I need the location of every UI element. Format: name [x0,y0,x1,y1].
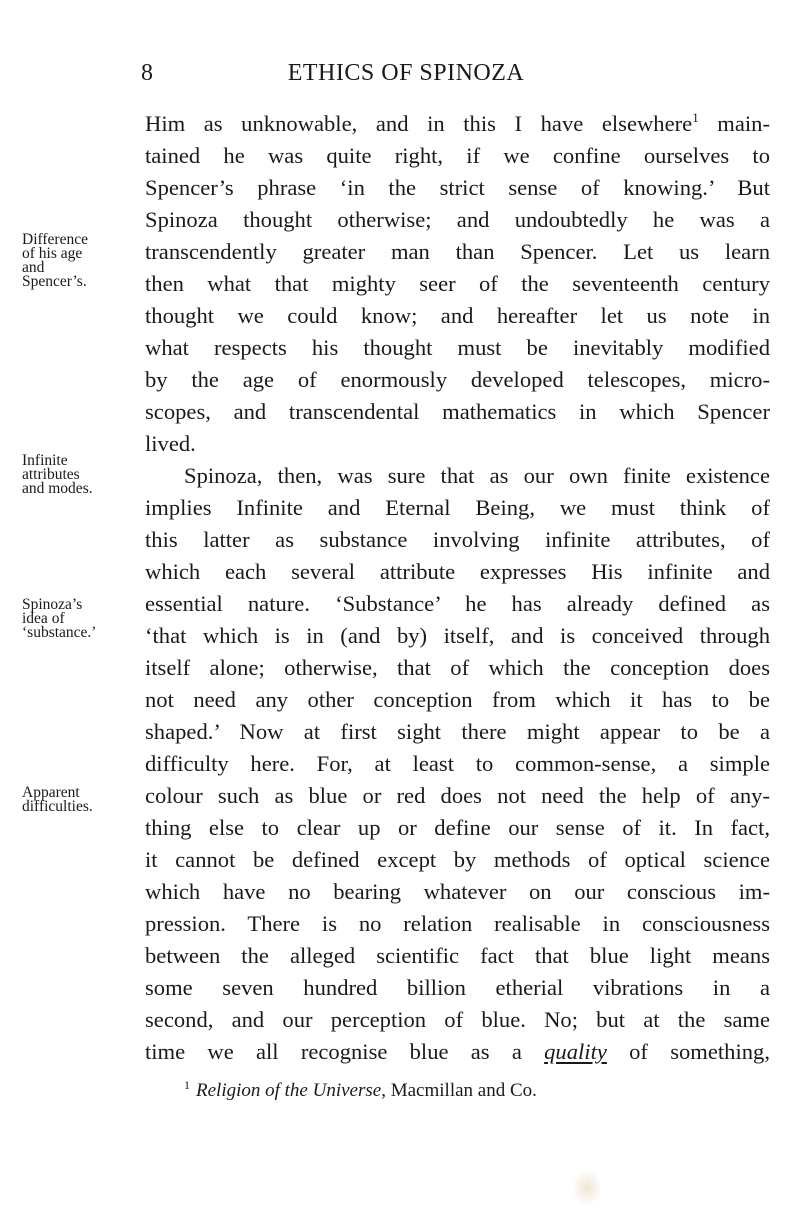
margin-note-apparent-difficulties [22,786,132,814]
body-line: which have no bearing whatever on our conscious im- [145,879,770,904]
page-number: 8 [141,60,153,86]
body-line: lived. [145,431,196,456]
margin-note-line: Spencer’s. [22,273,87,290]
body-line: pression. There is no relation realisable in consciousness [145,911,770,936]
body-line: between the alleged scientific fact that blue light means [145,943,770,968]
emphasis-text: quality [544,1039,607,1064]
margin-note-substance [22,598,132,640]
margin-note-infinite-attributes [22,454,132,496]
body-line [145,1036,770,1068]
paper-stain [572,1170,602,1206]
footnote-marker: 1 [184,1078,190,1092]
margin-note-line: and modes. [22,480,93,497]
body-line: colour such as blue or red does not need the help of any- [145,783,770,808]
body-line: itself alone; otherwise, that of which the conception does [145,655,770,680]
margin-note-line: Infinite [22,452,68,469]
margin-note-difference [22,233,132,289]
footnote-text: , Macmillan and Co. [381,1080,537,1101]
body-text: Him as unknowable, and in this I have elsewhere [145,111,693,136]
body-line: thought we could know; and hereafter let us note in [145,303,770,328]
margin-note-line: idea of [22,610,65,627]
body-line: then what that mighty seer of the seventeenth century [145,271,770,296]
body-line: difficulty here. For, at least to common-sense, a simple [145,751,770,776]
body-line: scopes, and transcendental mathematics in which Spencer [145,399,770,424]
margin-note-line: Apparent [22,784,80,801]
body-line: which each several attribute expresses His infinite and [145,559,770,584]
footnote-ref: 1 [692,110,699,125]
body-line: implies Infinite and Eternal Being, we must think of [145,495,770,520]
margin-note-line: Difference [22,231,88,248]
margin-note-line: Spinoza’s [22,596,83,613]
body-line: it cannot be defined except by methods of optical science [145,847,770,872]
body-line: transcendently greater man than Spencer. Let us learn [145,239,770,264]
footnote-title: Religion of the Universe [196,1080,382,1101]
body-line: shaped.’ Now at first sight there might appear to be a [145,719,770,744]
body-line: this latter as substance involving infinite attributes, of [145,527,770,552]
body-line: essential nature. ‘Substance’ he has already defined as [145,591,770,616]
page-header [0,60,800,96]
body-line [145,108,770,140]
body-line: ‘that which is in (and by) itself, and is conceived through [145,623,770,648]
body-line: Spencer’s phrase ‘in the strict sense of knowing.’ But [145,175,770,200]
running-head: ETHICS OF SPINOZA [287,60,525,86]
body-line: second, and our perception of blue. No; but at the same [145,1007,770,1032]
body-line: thing else to clear up or define our sense of it. In fact, [145,815,770,840]
footnote [184,1078,537,1102]
body-text: main- [698,111,770,136]
body-line: by the age of enormously developed telescopes, micro- [145,367,770,392]
body-line: not need any other conception from which it has to be [145,687,770,712]
body-line: tained he was quite right, if we confine ourselves to [145,143,770,168]
body-text: of something, [606,1039,770,1064]
body-line: Spinoza thought otherwise; and undoubtedly he was a [145,207,770,232]
body-text: time we all recognise blue as a [145,1039,545,1064]
margin-note-line: of his age [22,245,83,262]
margin-note-line: difficulties. [22,798,93,815]
body-line: some seven hundred billion etherial vibrations in a [145,975,770,1000]
margin-note-line: and [22,259,45,276]
margin-note-line: ‘substance.’ [22,624,97,641]
body-line: Spinoza, then, was sure that as our own finite existence [184,463,770,488]
body-line: what respects his thought must be inevitably modified [145,335,770,360]
margin-note-line: attributes [22,466,80,483]
